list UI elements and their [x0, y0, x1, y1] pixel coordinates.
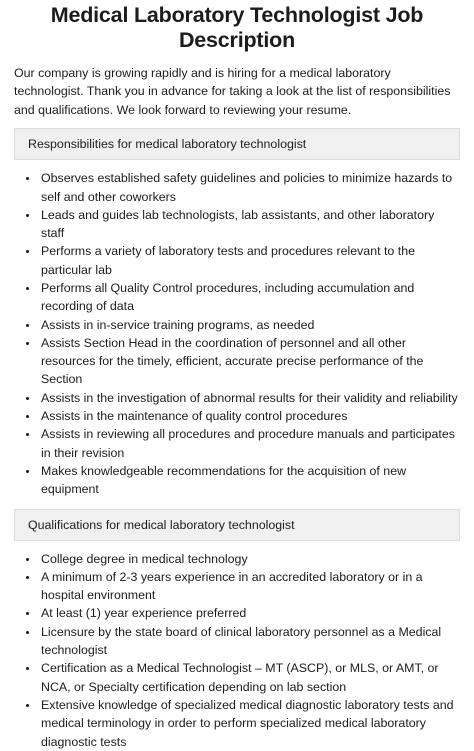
list-item: • Performs a variety of laboratory tests and procedures relevant to the particular lab [39, 242, 460, 279]
list-item: • Assists Section Head in the coordination of personnel and all other resources for the timely, efficient, accurate precise performance of the Section [39, 334, 460, 389]
list-item: • Observes established safety guidelines and policies to minimize hazards to self and other coworkers [39, 169, 460, 206]
list-item: • Assists in the investigation of abnormal results for their validity and reliability [39, 389, 460, 407]
intro-paragraph: Our company is growing rapidly and is hiring for a medical laboratory technologist. Thank you in advance for taking a look at the list of responsibilities and qualifications. We look forward to reviewing your resume. [14, 66, 451, 117]
list-item: • College degree in medical technology [39, 550, 460, 568]
responsibilities-list [14, 169, 460, 498]
list-item: • Assists in in-service training programs, as needed [39, 316, 460, 334]
list-item: • Makes knowledgeable recommendations for the acquisition of new equipment [39, 462, 460, 499]
page-title: Medical Laboratory Technologist Job Description [50, 3, 424, 52]
responsibilities-header: Responsibilities for medical laboratory technologist [14, 128, 460, 160]
list-item: • Leads and guides lab technologists, lab assistants, and other laboratory staff [39, 206, 460, 243]
qualifications-header: Qualifications for medical laboratory technologist [14, 509, 460, 541]
list-item: • Extensive knowledge of specialized medical diagnostic laboratory tests and medical terminology in order to perform specialized medical laboratory diagnostic tests [39, 696, 460, 751]
list-item: • Licensure by the state board of clinical laboratory personnel as a Medical technologist [39, 623, 460, 660]
list-item: • A minimum of 2-3 years experience in an accredited laboratory or in a hospital environment [39, 568, 460, 605]
list-item: • Assists in reviewing all procedures and procedure manuals and participates in their revision [39, 425, 460, 462]
list-item: • Certification as a Medical Technologist – MT (ASCP), or MLS, or AMT, or NCA, or Specialty certification depending on lab section [39, 659, 460, 696]
list-item: • Performs all Quality Control procedures, including accumulation and recording of data [39, 279, 460, 316]
qualifications-list [14, 550, 460, 751]
list-item: • Assists in the maintenance of quality control procedures [39, 407, 460, 425]
list-item: • At least (1) year experience preferred [39, 604, 460, 622]
